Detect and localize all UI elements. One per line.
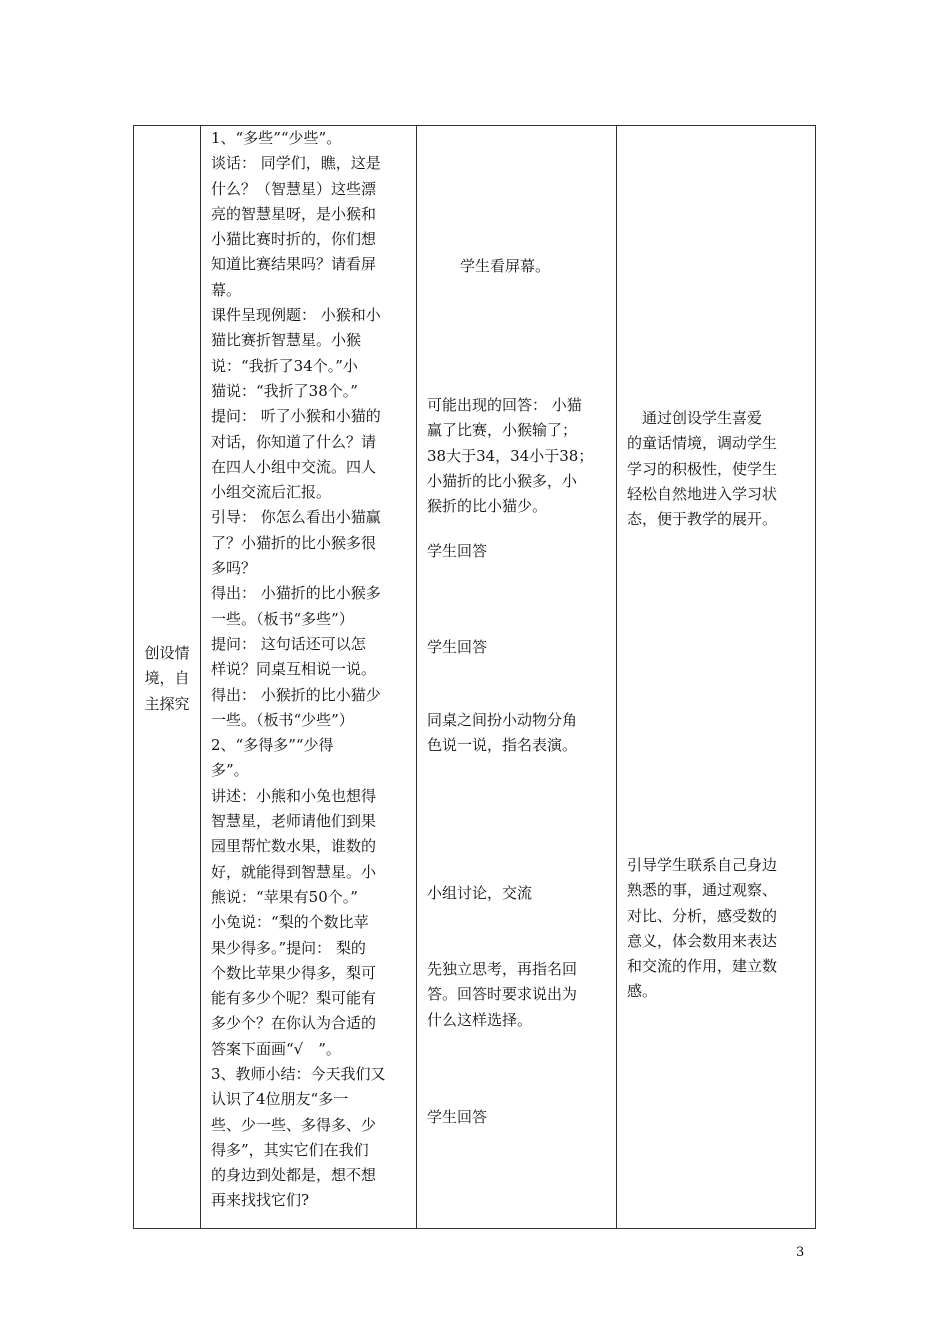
- teacher-activity-line: 幕。: [211, 280, 242, 299]
- teacher-activity-line: 多吗？: [211, 559, 257, 578]
- teacher-activity-line: 智慧星，老师请他们到果: [211, 812, 377, 831]
- design-intent-text: 引导学生联系自己身边 熟悉的事，通过观察、 对比、分析，感受数的 意义，体会数用来表达 和交流的作用，建立数 感。: [627, 856, 778, 1001]
- teacher-activity-line: 课件呈现例题： 小猴和小: [211, 306, 381, 325]
- teacher-activity-line: 引导： 你怎么看出小猫赢: [211, 508, 381, 527]
- student-answer-text: 学生回答: [427, 1108, 488, 1126]
- teacher-activity-text: [211, 126, 407, 1214]
- watch-screen-text: 学生看屏幕。: [460, 257, 551, 275]
- teacher-activity-line: 2、“多得多”“少得: [211, 736, 334, 755]
- teacher-activity-line: 知道比赛结果吗？请看屏: [211, 255, 377, 274]
- lesson-plan-table: [133, 125, 816, 1229]
- student-activity-cell: [417, 126, 616, 1228]
- possible-answers-text: 可能出现的回答： 小猫 赢了比赛，小猴输了； 38大于34，34小于38； 小猫折的比小猴多，小 猴折的比小猫少。: [427, 396, 594, 516]
- teacher-activity-line: 一些。（板书“少些”）: [211, 710, 354, 729]
- teacher-activity-line: 能有多少个呢？梨可能有: [211, 989, 377, 1008]
- teacher-activity-line: 小兔说：“梨的个数比苹: [211, 913, 369, 932]
- teacher-activity-line: 在四人小组中交流。四人: [211, 457, 377, 476]
- design-intent-cell: [617, 126, 816, 1228]
- teacher-activity-line: 熊说：“苹果有50个。”: [211, 887, 358, 906]
- teacher-activity-line: 说：“我折了34个。”小: [211, 356, 358, 375]
- teacher-activity-line: 提问： 听了小猴和小猫的: [211, 407, 381, 426]
- teacher-activity-line: 了？小猫折的比小猴多很: [211, 533, 377, 552]
- teacher-activity-line: 得出： 小猫折的比小猴多: [211, 584, 381, 603]
- teacher-activity-line: 谈话： 同学们，瞧，这是: [211, 154, 381, 173]
- stage-label: 创设情 境，自 主探究: [144, 644, 190, 713]
- teacher-activity-line: 得多”，其实它们在我们: [211, 1140, 369, 1159]
- teacher-activity-line: 好，就能得到智慧星。小: [211, 862, 377, 881]
- role-play-text: 同桌之间扮小动物分角 色说一说，指名表演。: [427, 711, 578, 755]
- teacher-activity-line: 小猫比赛时折的，你们想: [211, 230, 377, 249]
- teacher-activity-line: 的身边到处都是，想不想: [211, 1166, 377, 1185]
- teacher-activity-line: 对话，你知道了什么？请: [211, 432, 377, 451]
- teacher-activity-line: 多”。: [211, 761, 249, 780]
- design-intent-text: 通过创设学生喜爱 的童话情境，调动学生 学习的积极性，使学生 轻松自然地进入学习状 态，便于教学的展开。: [627, 409, 778, 529]
- teacher-activity-line: 得出： 小猴折的比小猫少: [211, 685, 381, 704]
- teacher-activity-line: 3、教师小结：今天我们又: [211, 1064, 386, 1083]
- student-answer-text: 学生回答: [427, 638, 488, 656]
- teacher-activity-line: 多少个？在你认为合适的: [211, 1014, 377, 1033]
- teacher-activity-line: 些、少一些、多得多、少: [211, 1115, 377, 1134]
- teacher-activity-line: 一些。（板书“多些”）: [211, 609, 354, 628]
- group-discussion-text: 小组讨论，交流: [427, 884, 533, 902]
- teacher-activity-line: 园里帮忙数水果，谁数的: [211, 837, 377, 856]
- teacher-activity-line: 认识了4位朋友“多一: [211, 1090, 349, 1109]
- teacher-activity-line: 猫说：“我折了38个。”: [211, 381, 358, 400]
- teacher-activity-line: 猫比赛折智慧星。小猴: [211, 331, 362, 350]
- teacher-activity-line: 样说？同桌互相说一说。: [211, 660, 377, 679]
- teacher-activity-line: 再来找找它们?: [211, 1191, 310, 1210]
- teacher-activity-cell: [201, 126, 416, 1228]
- teacher-activity-line: 1、“多些”“少些”。: [211, 129, 342, 147]
- teacher-activity-line: 什么？（智慧星）这些漂: [211, 179, 377, 198]
- page-number: 3: [796, 1245, 805, 1260]
- teacher-activity-line: 答案下面画“√ ”。: [211, 1039, 341, 1058]
- teacher-activity-line: 提问： 这句话还可以怎: [211, 634, 366, 653]
- teacher-activity-line: 果少得多。”提问： 梨的: [211, 938, 366, 957]
- think-answer-text: 先独立思考，再指名回 答。回答时要求说出为 什么这样选择。: [427, 960, 578, 1029]
- student-answer-text: 学生回答: [427, 542, 488, 560]
- teacher-activity-line: 亮的智慧星呀，是小猴和: [211, 204, 377, 223]
- teacher-activity-line: 讲述：小熊和小兔也想得: [211, 786, 377, 805]
- teacher-activity-line: 个数比苹果少得多，梨可: [211, 963, 377, 982]
- teacher-activity-line: 小组交流后汇报。: [211, 483, 332, 502]
